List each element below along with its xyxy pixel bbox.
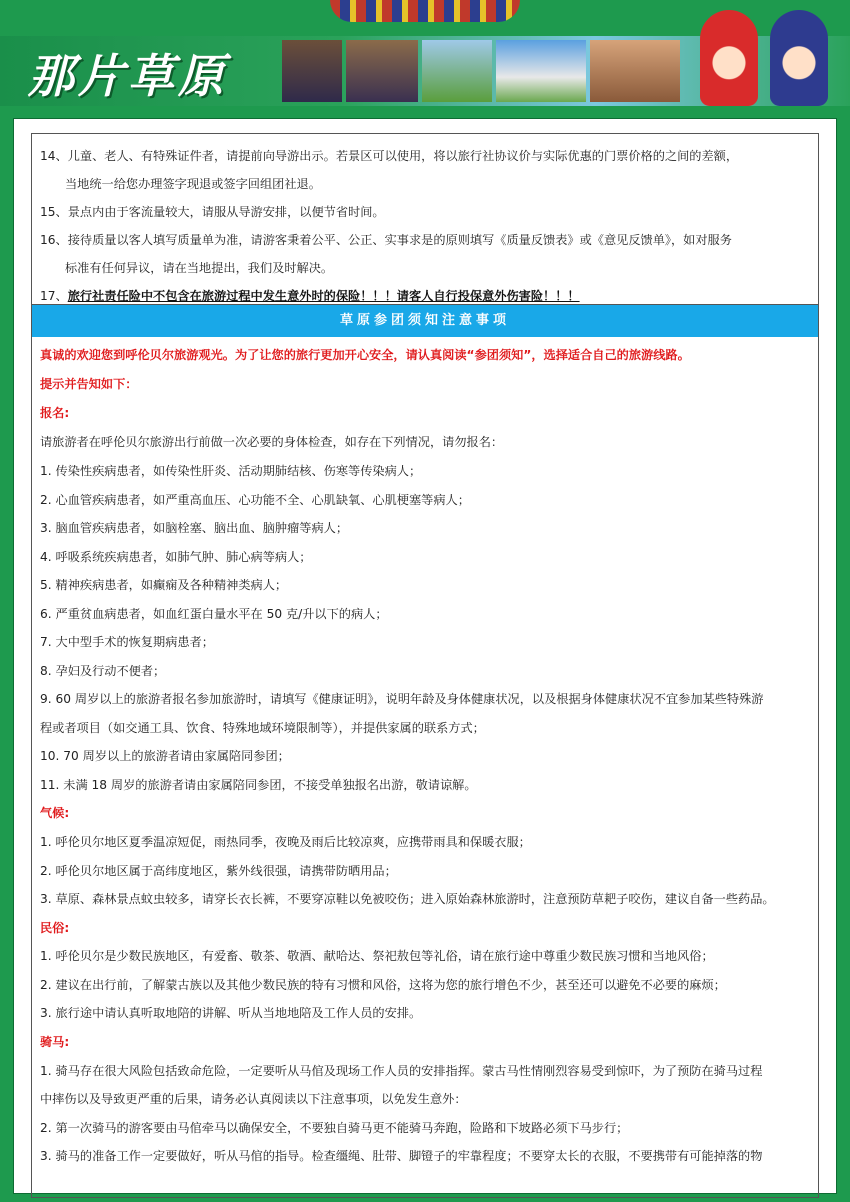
banner-photo-yurts bbox=[496, 40, 586, 102]
content-frame bbox=[13, 118, 837, 1194]
customs-item: 1. 呼伦贝尔是少数民族地区，有爱畜、敬茶、敬酒、献哈达、祭祀敖包等礼俗，请在旅行途中尊重少数民族习惯和当地风俗； bbox=[40, 949, 714, 963]
signup-item: 8. 孕妇及行动不便者； bbox=[40, 664, 166, 678]
notice-line-insurance bbox=[40, 288, 814, 304]
welcome-text: 真诚的欢迎您到呼伦贝尔旅游观光。为了让您的旅行更加开心安全，请认真阅读“参团须知”，选择适合自己的旅游线路。 bbox=[40, 348, 690, 362]
notice-box bbox=[31, 133, 819, 1198]
climate-item: 3. 草原、森林景点蚊虫较多，请穿长衣长裤，不要穿凉鞋以免被咬伤；进入原始森林旅游时，注意预防草耙子咬伤，建议自备一些药品。 bbox=[40, 892, 775, 906]
riding-item: 3. 骑马的准备工作一定要做好，听从马倌的指导。检查缰绳、肚带、脚镫子的牢靠程度；不要穿太长的衣服，不要携带有可能掉落的物 bbox=[40, 1149, 763, 1163]
customs-item: 3. 旅行途中请认真听取地陪的讲解、听从当地地陪及工作人员的安排。 bbox=[40, 1006, 422, 1020]
notice-intro: 提示并告知如下： bbox=[40, 377, 138, 391]
notice-line: 15、景点内由于客流量较大，请服从导游安排，以便节省时间。 bbox=[40, 205, 385, 219]
customs-item: 2. 建议在出行前，了解蒙古族以及其他少数民族的特有习惯和风俗，这将为您的旅行增色不少，甚至还可以避免不必要的麻烦； bbox=[40, 978, 726, 992]
banner-photo-grassland bbox=[422, 40, 492, 102]
notice-line: 14、儿童、老人、有特殊证件者，请提前向导游出示。若景区可以使用，将以旅行社协议价与实际优惠的门票价格的之间的差额， bbox=[40, 149, 739, 163]
signup-item: 程或者项目（如交通工具、饮食、特殊地域环境限制等），并提供家属的联系方式； bbox=[40, 721, 485, 735]
signup-item: 10. 70 周岁以上的旅游者请由家属陪同参团； bbox=[40, 749, 290, 763]
banner-title: 那片草原 bbox=[28, 49, 228, 103]
heading-customs: 民俗: bbox=[40, 921, 70, 935]
signup-item: 7. 大中型手术的恢复期病患者； bbox=[40, 635, 214, 649]
signup-item: 1. 传染性疾病患者，如传染性肝炎、活动期肺结核、伤寒等传染病人； bbox=[40, 464, 422, 478]
insurance-warning: 旅行社责任险中不包含在旅游过程中发生意外时的保险！！！请客人自行投保意外伤害险！！！ bbox=[67, 289, 580, 303]
signup-item: 4. 呼吸系统疾病患者，如肺气肿、肺心病等病人； bbox=[40, 550, 312, 564]
climate-item: 2. 呼伦贝尔地区属于高纬度地区，紫外线很强，请携带防晒用品； bbox=[40, 864, 397, 878]
climate-item: 1. 呼伦贝尔地区夏季温凉短促，雨热同季，夜晚及雨后比较凉爽，应携带雨具和保暖衣服； bbox=[40, 835, 531, 849]
signup-item: 2. 心血管疾病患者，如严重高血压、心功能不全、心肌缺氧、心肌梗塞等病人； bbox=[40, 493, 470, 507]
riding-item: 2. 第一次骑马的游客要由马倌牵马以确保安全，不要独自骑马更不能骑马奔跑，险路和下坡路必须下马步行； bbox=[40, 1121, 629, 1135]
riding-item: 中摔伤以及导致更严重的后果，请务必认真阅读以下注意事项，以免发生意外： bbox=[40, 1092, 467, 1106]
signup-item: 5. 精神疾病患者，如癫痫及各种精神类病人； bbox=[40, 578, 288, 592]
mascot-boy-icon bbox=[770, 10, 828, 106]
item-number: 17、 bbox=[40, 289, 68, 303]
signup-item: 9. 60 周岁以上的旅游者报名参加旅游时，请填写《健康证明》，说明年龄及身体健康状况，以及根据身体健康状况不宜参加某些特殊游 bbox=[40, 692, 764, 706]
signup-lead: 请旅游者在呼伦贝尔旅游出行前做一次必要的身体检查，如存在下列情况，请勿报名： bbox=[40, 435, 504, 449]
decorative-ornament bbox=[330, 0, 520, 22]
page-header bbox=[0, 0, 850, 118]
signup-item: 11. 未满 18 周岁的旅游者请由家属陪同参团，不接受单独报名出游，敬请谅解。 bbox=[40, 778, 477, 792]
heading-riding: 骑马: bbox=[40, 1035, 70, 1049]
heading-climate: 气候: bbox=[40, 806, 70, 820]
section-title-bar: 草原参团须知注意事项 bbox=[32, 305, 818, 337]
mascot-girl-icon bbox=[700, 10, 758, 106]
notice-line: 16、接待质量以客人填写质量单为准，请游客秉着公平、公正、实事求是的原则填写《质量反馈表》或《意见反馈单》，如对服务 bbox=[40, 233, 732, 247]
banner-photo-musician bbox=[346, 40, 418, 102]
notice-line: 当地统一给您办理签字现退或签字回组团社退。 bbox=[65, 177, 321, 191]
heading-signup: 报名: bbox=[40, 406, 70, 420]
riding-item: 1. 骑马存在很大风险包括致命危险，一定要听从马倌及现场工作人员的安排指挥。蒙古马性情刚烈容易受到惊吓，为了预防在骑马过程 bbox=[40, 1064, 763, 1078]
banner-photo-performers bbox=[282, 40, 342, 102]
banner-photo-tea bbox=[590, 40, 680, 102]
notice-line: 标准有任何异议，请在当地提出，我们及时解决。 bbox=[65, 261, 334, 275]
signup-item: 3. 脑血管疾病患者，如脑栓塞、脑出血、脑肿瘤等病人； bbox=[40, 521, 349, 535]
signup-item: 6. 严重贫血病患者，如血红蛋白量水平在 50 克/升以下的病人； bbox=[40, 607, 388, 621]
